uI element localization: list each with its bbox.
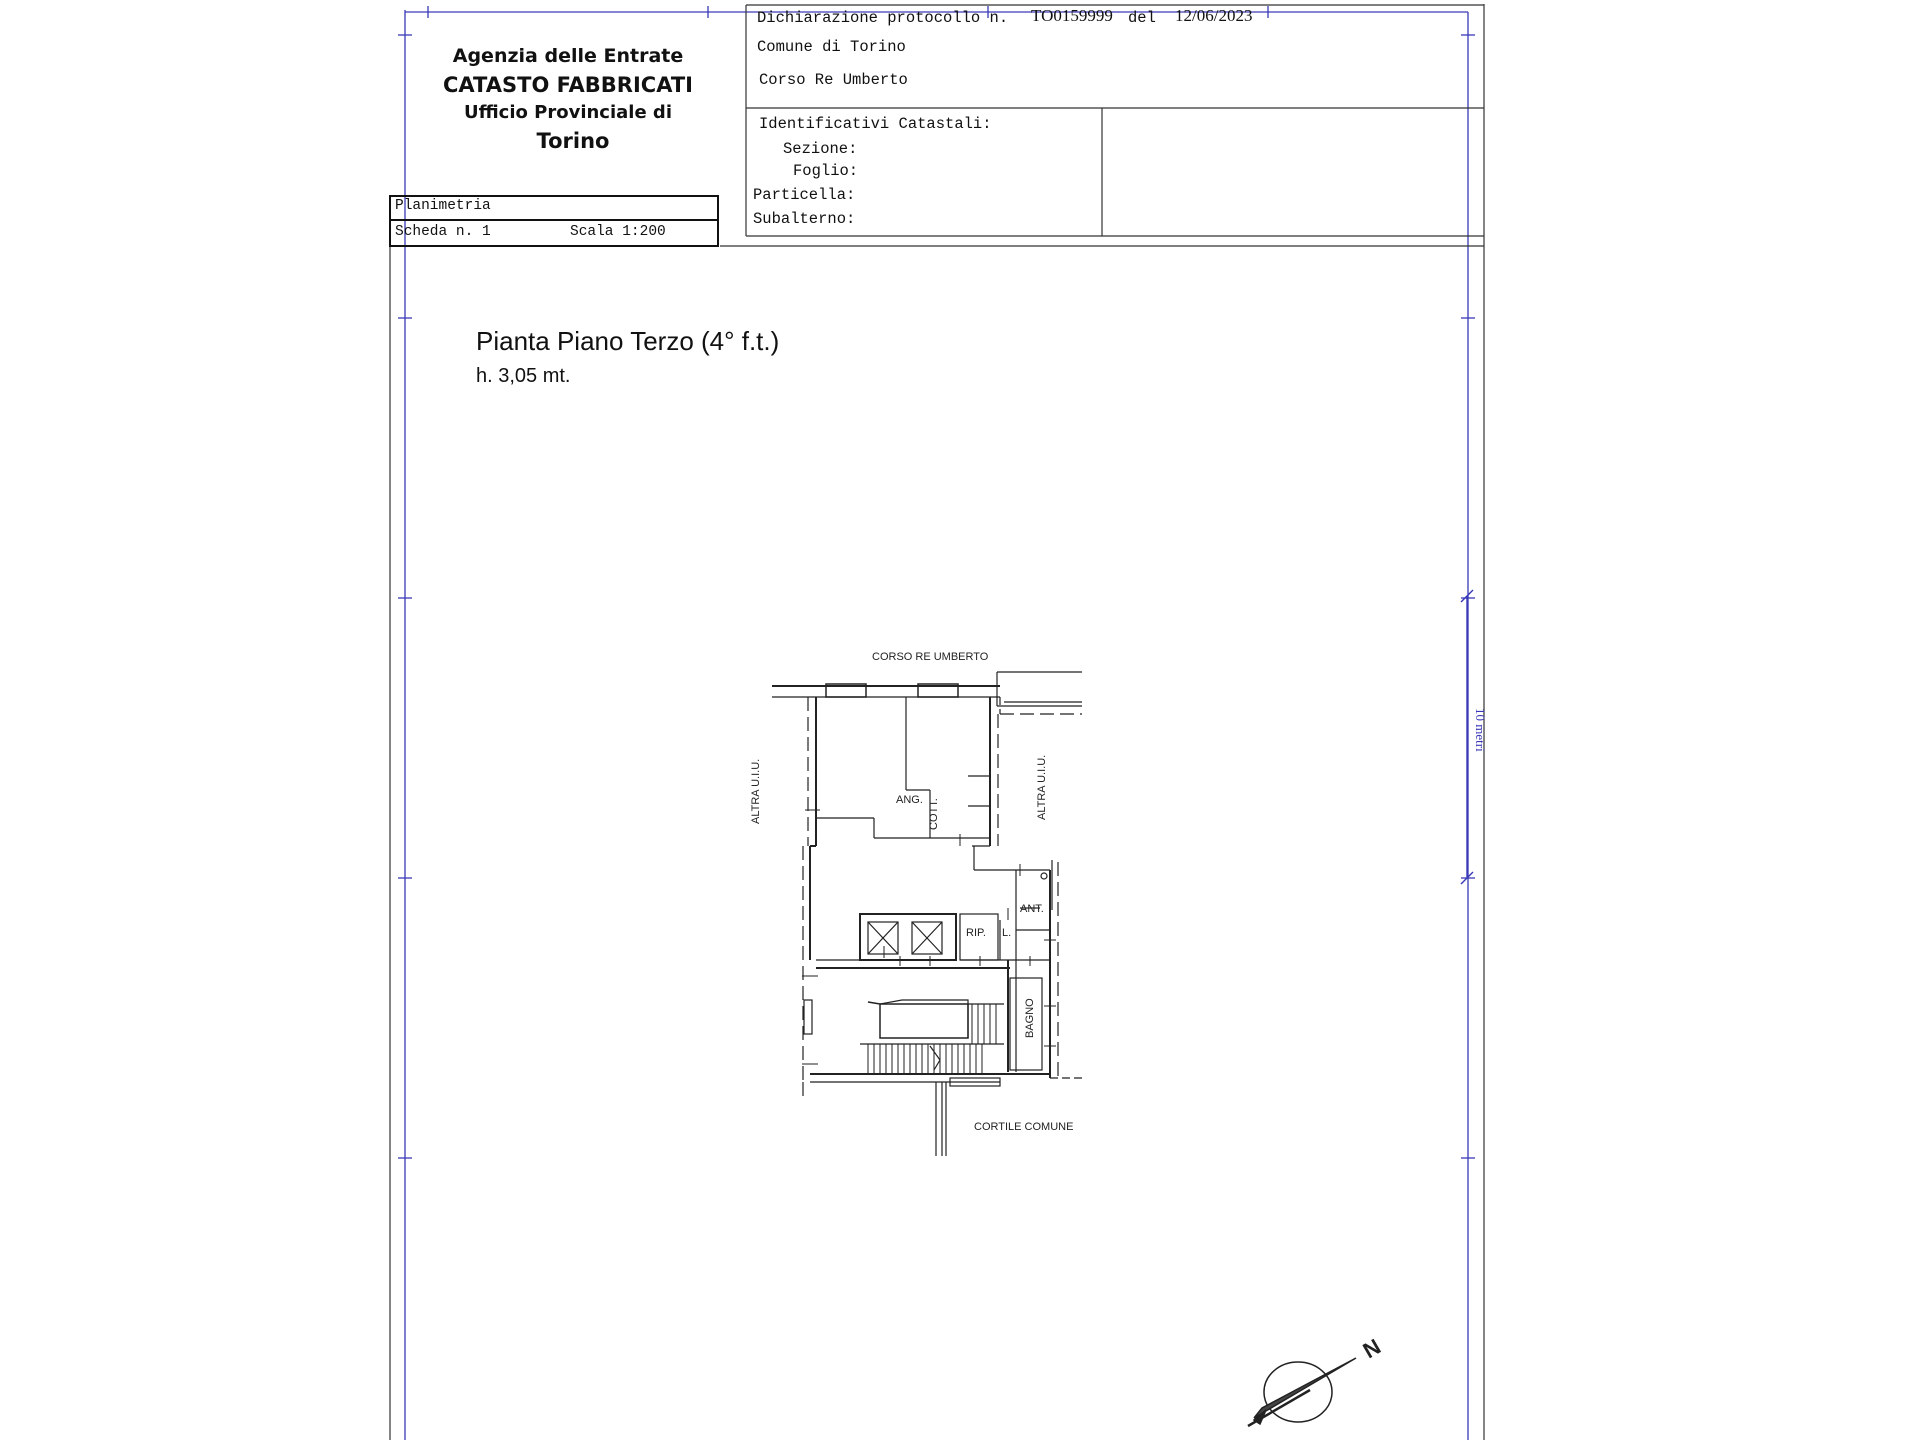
- north-arrow: [1248, 1358, 1356, 1426]
- catasto-title: CATASTO FABBRICATI: [443, 73, 693, 97]
- l-label: L.: [1002, 927, 1012, 939]
- bagno-label: BAGNO: [1024, 998, 1036, 1038]
- street-label: CORSO RE UMBERTO: [872, 651, 989, 663]
- altra-uiu-left-label: ALTRA U.I.U.: [750, 758, 762, 824]
- declaration-date: 12/06/2023: [1175, 6, 1253, 25]
- identificativi-label: Identificativi Catastali:: [759, 115, 992, 133]
- north-label: N: [1358, 1333, 1385, 1364]
- dichiarazione-label: Dichiarazione protocollo n.: [757, 9, 1009, 27]
- ufficio-label: Ufficio Provinciale di: [463, 102, 672, 123]
- agency-name: Agenzia delle Entrate: [452, 45, 684, 67]
- sezione-label: Sezione:: [783, 140, 858, 158]
- scheda-number: Scheda n. 1: [395, 224, 491, 240]
- ang-label: ANG.: [896, 794, 923, 806]
- protocollo-number: TO0159999: [1031, 6, 1113, 25]
- agency-block: [440, 42, 696, 156]
- foglio-label: Foglio:: [793, 162, 859, 180]
- del-label: del: [1128, 9, 1156, 27]
- comune-label: Comune di Torino: [757, 38, 906, 56]
- plan-height-note: h. 3,05 mt.: [476, 365, 571, 387]
- altra-uiu-right-label: ALTRA U.I.U.: [1036, 754, 1048, 820]
- blue-frame: [398, 6, 1475, 1440]
- subalterno-label: Subalterno:: [753, 210, 856, 228]
- plan-title: Pianta Piano Terzo (4° f.t.): [476, 326, 780, 356]
- cott-label: COTT.: [928, 798, 940, 830]
- address-label: Corso Re Umberto: [759, 71, 908, 89]
- ufficio-city: Torino: [536, 129, 610, 153]
- scale-ratio: Scala 1:200: [570, 224, 666, 240]
- doc-type: Planimetria: [395, 198, 491, 214]
- scale-bar-label: 10 metri: [1473, 708, 1488, 752]
- ant-label: ANT.: [1020, 903, 1044, 915]
- rip-label: RIP.: [966, 927, 986, 939]
- cortile-label: CORTILE COMUNE: [974, 1121, 1074, 1133]
- particella-label: Particella:: [753, 186, 856, 204]
